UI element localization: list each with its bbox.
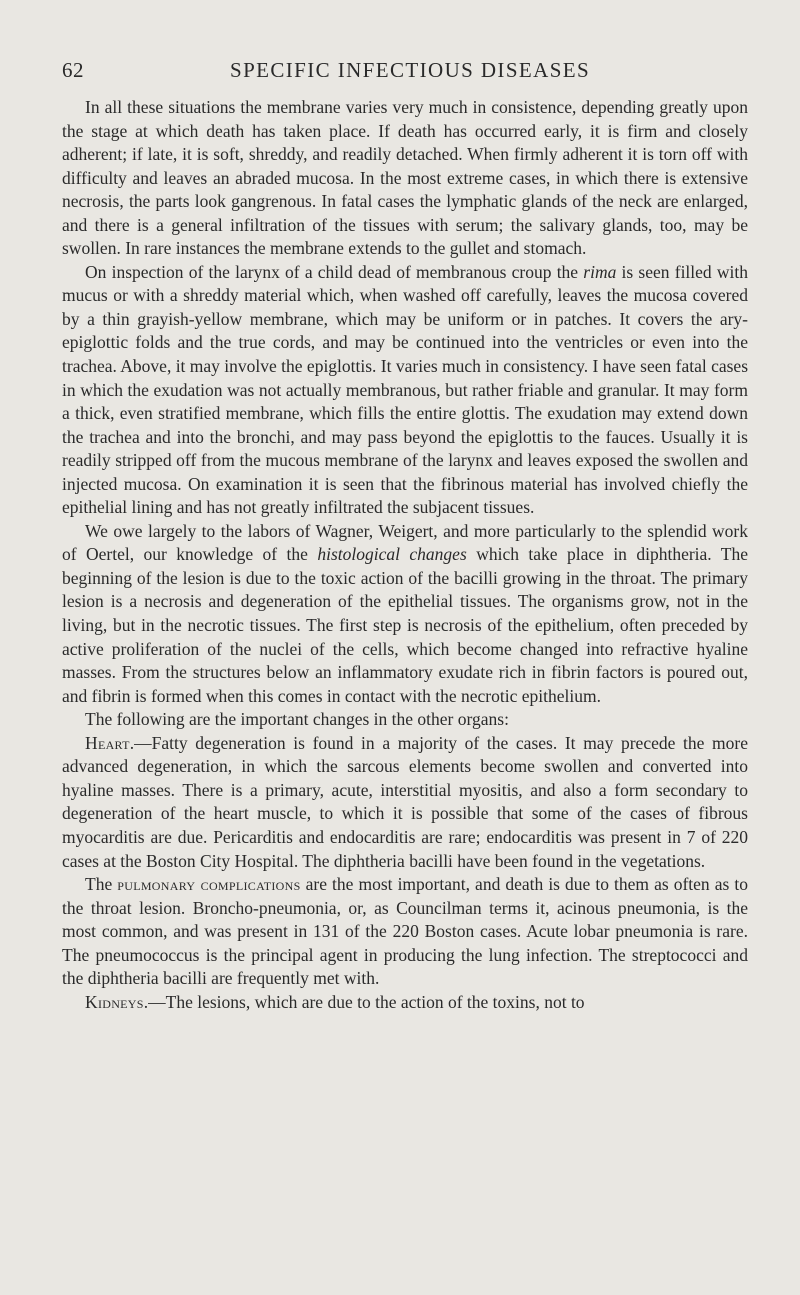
body-text <box>62 96 748 1014</box>
paragraph-text: which take place in diphtheria. The beginning of the lesion is due to the toxic action of the bacilli growing in the throat. The primary lesion is a necrosis and degeneration of the epithelial tissues. The organisms grow, not in the living, but in the necrotic tissues. The first step is necrosis of the epithelium, often preceded by active proliferation of the nuclei of the cells, which become changed into refractive hyaline masses. From the structures below an inflammatory exudate rich in fibrin factors is poured out, and fibrin is formed when this comes in contact with the necrotic epithelium. <box>62 544 749 706</box>
running-title: SPECIFIC INFECTIOUS DISEASES <box>230 58 591 82</box>
paragraph-heart <box>62 732 748 873</box>
paragraph-larynx-inspection <box>62 261 748 520</box>
paragraph-text: On inspection of the larynx of a child dead of membranous croup the <box>85 261 584 282</box>
paragraph-text: .—Fatty degeneration is found in a majority of the cases. It may precede the more advanced degeneration, in which the sarcous elements become swollen and converted into hyaline masses. There is a primary, acute, interstitial myositis, and also a form secondary to degeneration of the heart muscle, to which it is possible that some of the cases of fibrous myocarditis are due. Pericarditis and endocarditis are rare; endocarditis was present in 7 of 220 cases at the Boston City Hospital. The diphtheria bacilli have been found in the vegetations. <box>62 732 748 871</box>
section-lead-pulmonary: pulmonary complications <box>117 874 301 895</box>
paragraph-membrane-consistence: In all these situations the membrane varies very much in consistence, depending greatly upon the stage at which death has taken place. If death has occurred early, it is firm and closely adherent; if late, it is soft, shreddy, and readily detached. When firmly adherent it is torn off with difficulty and leaves an abraded mucosa. In the most extreme cases, in which there is extensive necrosis, the parts look gangrenous. In fatal cases the lymphatic glands of the neck are enlarged, and there is a general infiltration of the tissues with serum; the salivary glands, too, may be swollen. In rare instances the membrane extends to the gullet and stomach. <box>62 97 748 259</box>
paragraph-text: The <box>85 874 118 895</box>
paragraph-text: is seen filled with mucus or with a shreddy material which, when washed off carefully, leaves the mucosa covered by a thin grayish-yellow membrane, which may be uniform or in patches. It covers the ary-epiglottic folds and the true cords, and may be continued into the ventricles or even into the trachea. Above, it may involve the epiglottis. It varies much in consistency. I have seen fatal cases in which the exudation was not actually membranous, but rather friable and granular. It may form a thick, even stratified membrane, which fills the entire glottis. The exudation may extend down the trachea and into the bronchi, and may pass beyond the epiglottis to the fauces. Usually it is readily stripped off from the mucous membrane of the larynx and leaves exposed the swollen and injected mucosa. On examination it is seen that the fibrinous material has involved chiefly the epithelial lining and has not greatly infiltrated the subjacent tissues. <box>62 261 749 518</box>
page-number: 62 <box>62 58 84 82</box>
italic-term-histological-changes: histological changes <box>317 544 467 565</box>
section-lead-heart: Heart <box>85 732 130 753</box>
paragraph-text: are the most important, and death is due to them as often as to the throat lesion. Broncho-pneumonia, or, as Councilman terms it, acinous pneumonia, is the most common, and was present in 131 of the 220 Boston cases. Acute lobar pneumonia is rare. The pneumococcus is the principal agent in producing the lung infection. The streptococci and the diphtheria bacilli are frequently met with. <box>62 874 748 989</box>
paragraph-text: .—The lesions, which are due to the action of the toxins, not to <box>143 991 585 1012</box>
paragraph-other-organs: The following are the important changes in the other organs: <box>85 709 509 730</box>
paragraph-pulmonary-complications <box>62 873 748 991</box>
running-head <box>62 58 748 94</box>
paragraph-kidneys <box>62 991 748 1015</box>
paragraph-histological-changes <box>62 520 748 708</box>
paragraph-text: We owe largely to the labors of Wagner, Weigert, and more particularly to the splendid work of Oertel, our knowledge of the <box>62 520 748 565</box>
section-lead-kidneys: Kidneys <box>85 991 144 1012</box>
italic-term-rima: rima <box>583 261 617 282</box>
